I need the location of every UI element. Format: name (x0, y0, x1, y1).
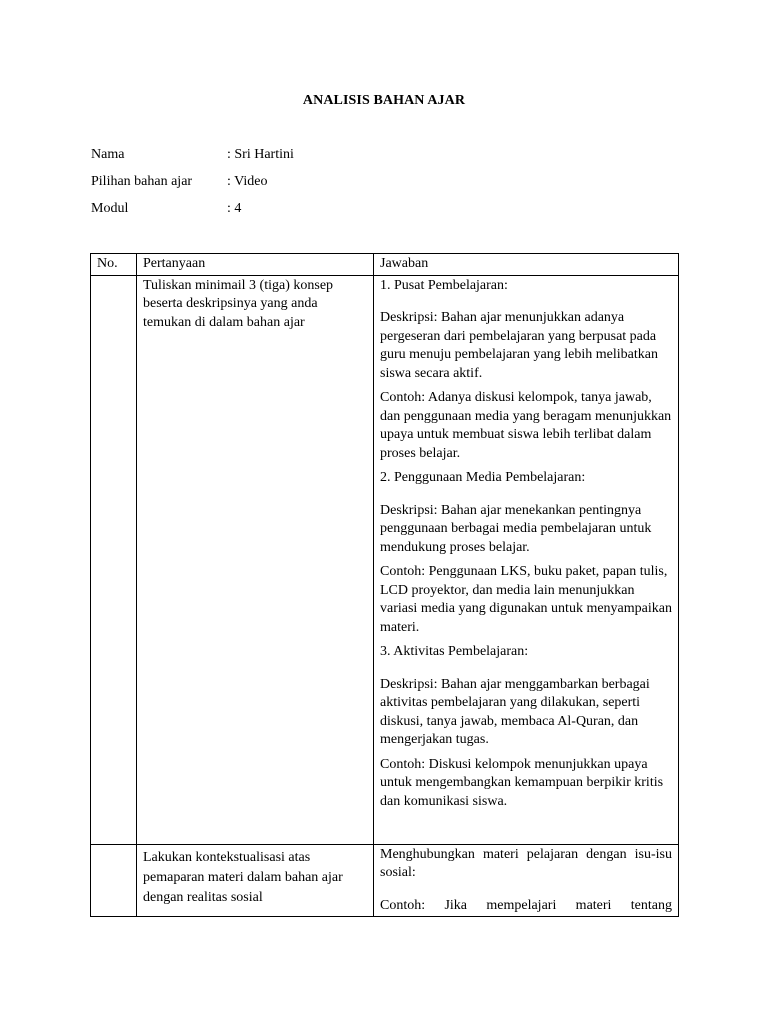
cell-answer (374, 275, 679, 844)
meta-value: : Sri Hartini (227, 147, 294, 162)
header-no: No. (91, 254, 137, 276)
table-row (91, 275, 679, 844)
meta-value: : Video (227, 174, 268, 189)
meta-label: Pilihan bahan ajar (91, 174, 193, 189)
meta-label: Nama (91, 147, 125, 162)
analysis-table (90, 253, 679, 917)
document-title: ANALISIS BAHAN AJAR (302, 93, 466, 108)
answer-heading-3: 3. Aktivitas Pembelajaran: (380, 644, 529, 659)
answer-example: Contoh: Jika mempelajari materi tentang (380, 897, 672, 913)
answer-description-3: Deskripsi: Bahan ajar menggambarkan berbagai aktivitas pembelajaran yang dilakukan, seperti diskusi, tanya jawab, membaca Al-Quran, dan mengerjakan tugas. (380, 676, 650, 747)
answer-heading-2: 2. Penggunaan Media Pembelajaran: (380, 470, 586, 485)
answer-example-1: Contoh: Adanya diskusi kelompok, tanya jawab, dan penggunaan media yang beragam menunjukkan upaya untuk membuat siswa lebih terlibat dalam proses belajar. (380, 390, 672, 461)
answer-example-3: Contoh: Diskusi kelompok menunjukkan upaya untuk mengembangkan kemampuan berpikir kritis dan komunikasi siswa. (380, 756, 664, 809)
cell-no (91, 275, 137, 844)
answer-description-2: Deskripsi: Bahan ajar menekankan pentingnya penggunaan berbagai media pembelajaran untuk mendukung proses belajar. (380, 502, 652, 555)
cell-no (91, 844, 137, 917)
answer-example-2: Contoh: Penggunaan LKS, buku paket, papan tulis, LCD proyektor, dan media lain menunjukkan variasi media yang digunakan untuk menyampaikan materi. (380, 564, 672, 635)
cell-answer (374, 844, 679, 917)
meta-value: : 4 (227, 201, 242, 216)
cell-question: Tuliskan minimail 3 (tiga) konsep beserta deskripsinya yang anda temukan di dalam bahan ajar (137, 275, 374, 844)
answer-heading-1: 1. Pusat Pembelajaran: (380, 277, 508, 293)
table-row (91, 844, 679, 917)
answer-intro: Menghubungkan materi pelajaran dengan isu-isu sosial: (380, 846, 672, 880)
table-header-row (91, 254, 679, 276)
header-answer: Jawaban (374, 254, 679, 276)
answer-description-1: Deskripsi: Bahan ajar menunjukkan adanya pergeseran dari pembelajaran yang berpusat pada guru menuju pembelajaran yang lebih melibatkan siswa secara aktif. (380, 310, 658, 381)
meta-label: Modul (91, 201, 129, 216)
header-question: Pertanyaan (137, 254, 374, 276)
cell-question: Lakukan kontekstualisasi atas pemaparan materi dalam bahan ajar dengan realitas sosial (137, 844, 374, 917)
